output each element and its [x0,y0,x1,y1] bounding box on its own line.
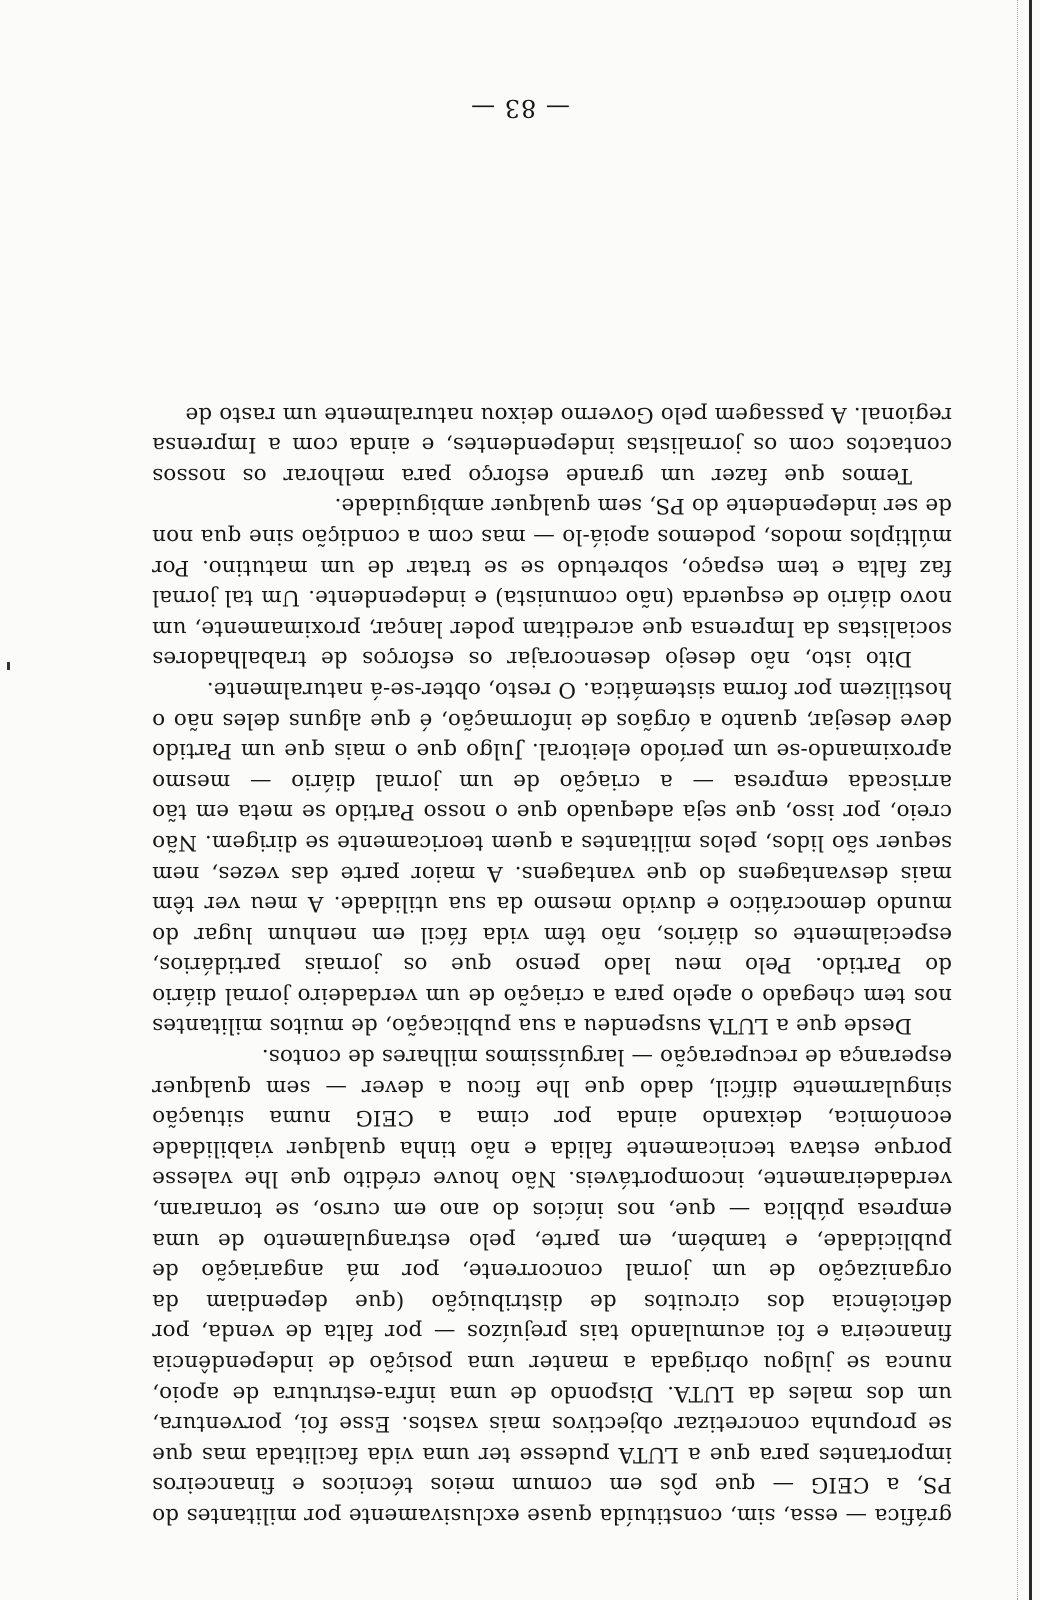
line: jornal faz falta e tem espaço, sobretudo se se tratar de um matutino. Por [152,554,952,611]
paragraph-2 [152,673,952,1040]
line: um dos males da LUTA. Dispondo de uma infra-estrutura de apoio, [152,1380,952,1406]
line: regional. A passagem pelo Governo deixou naturalmente um rasto de [185,401,952,427]
line: nunca se julgou obrigada a manter uma posição de independência [152,1350,952,1376]
line: múltiplos modos, podemos apoiá-lo — mas com a condição sine qua [193,524,952,549]
line: partidários, especialmente os diários, não têm vida fácil em nenhum [152,921,952,978]
line: Dito isto, não desejo desencorajar os esforços de trabalhadores [152,646,912,672]
line: PS, a CEIG — que pôs em comum meios técnicos e financeiros [152,1472,952,1498]
line: socialistas da Imprensa que acreditam poder lançar, proximamente, [186,615,952,641]
line: vezes, nem sequer são lidos, pelos militantes a quem teoricamente se [152,829,952,886]
paragraph-4 [152,398,952,490]
page-number: — 83 — [470,94,570,122]
line: verdadeiramente, incomportáveis. Não houve crédito que lhe valesse [152,1166,952,1192]
line: se propunha concretizar objectivos mais vastos. Esse foi, porventura, [152,1411,952,1437]
line: non de ser independente do PS, sem qualquer ambiguidade. [152,493,952,549]
line: esperança de recuperação — larguíssimos milhares de contos. [261,1044,952,1070]
line: singularmente difícil, dado que lhe ficou a dever — sem qualquer [152,1074,952,1100]
line: Temos que fazer um grande esforço para melhorar os nossos [152,462,912,488]
line: mesmo aproximando-se um período eleitoral. Julgo que o mais que um [152,738,952,794]
line: deficiência dos circuitos de distribuição (que dependiam da [152,1288,952,1314]
body-text [152,398,952,1530]
line: dirigem. Não creio, por isso, que seja adequado que o nosso Partido se [152,799,952,855]
line: naturalmente. [206,676,363,702]
line: Desde que a LUTA suspendeu a sua publicação, de muitos [262,1013,912,1039]
line: lugar do mundo democrático e duvido mesmo da sua utilidade. A meu [152,891,952,947]
line: Partido deve desejar, quanto a órgãos de informação, é que alguns [152,707,952,764]
line: importantes para que a LUTA pudesse ter uma vida facilitada mas que [152,1441,952,1467]
line: organização de um jornal concorrente, por má angariação de [152,1258,952,1284]
line: gráfica — essa, sim, constituída quase exclusivamente por militantes do [152,1503,952,1528]
scan-dotted-margin [1016,0,1018,1600]
line: financeira e foi acumulando tais prejuízos — por falta de venda, por [152,1319,952,1345]
paragraph-1 [152,1041,952,1531]
line: meta em tão arriscada empresa — a criação de um jornal diário — [151,768,952,825]
line: deles não o hostilizem por forma sistemática. O resto, obter-se-á [152,676,952,733]
line: económica, deixando ainda por cima a CEIG numa situação [152,1105,952,1131]
scan-speck [7,662,10,670]
line: um novo diário de esquerda (não comunista) e independente. Um tal [152,585,952,641]
scan-border-line [1029,0,1032,1600]
line: contactos com os jornalistas independentes, e ainda com a Imprensa [152,432,952,458]
line: publicidade, e também, em parte, pelo estrangulamento de uma [152,1227,952,1253]
line: empresa pública — que, nos inícios do ano em curso, se tornaram, [152,1197,952,1223]
line: militantes nos tem chegado o apelo para a criação de um verdadeiro [152,982,952,1039]
line: porque estava tecnicamente falida e não tinha qualquer viabilidade [152,1135,952,1161]
line: ver têm mais desvantagens do que vantagens. A maior parte das [152,860,952,917]
line: jornal diário do Partido. Pelo meu lado penso que os jornais [152,952,952,1008]
paragraph-3 [152,490,952,674]
